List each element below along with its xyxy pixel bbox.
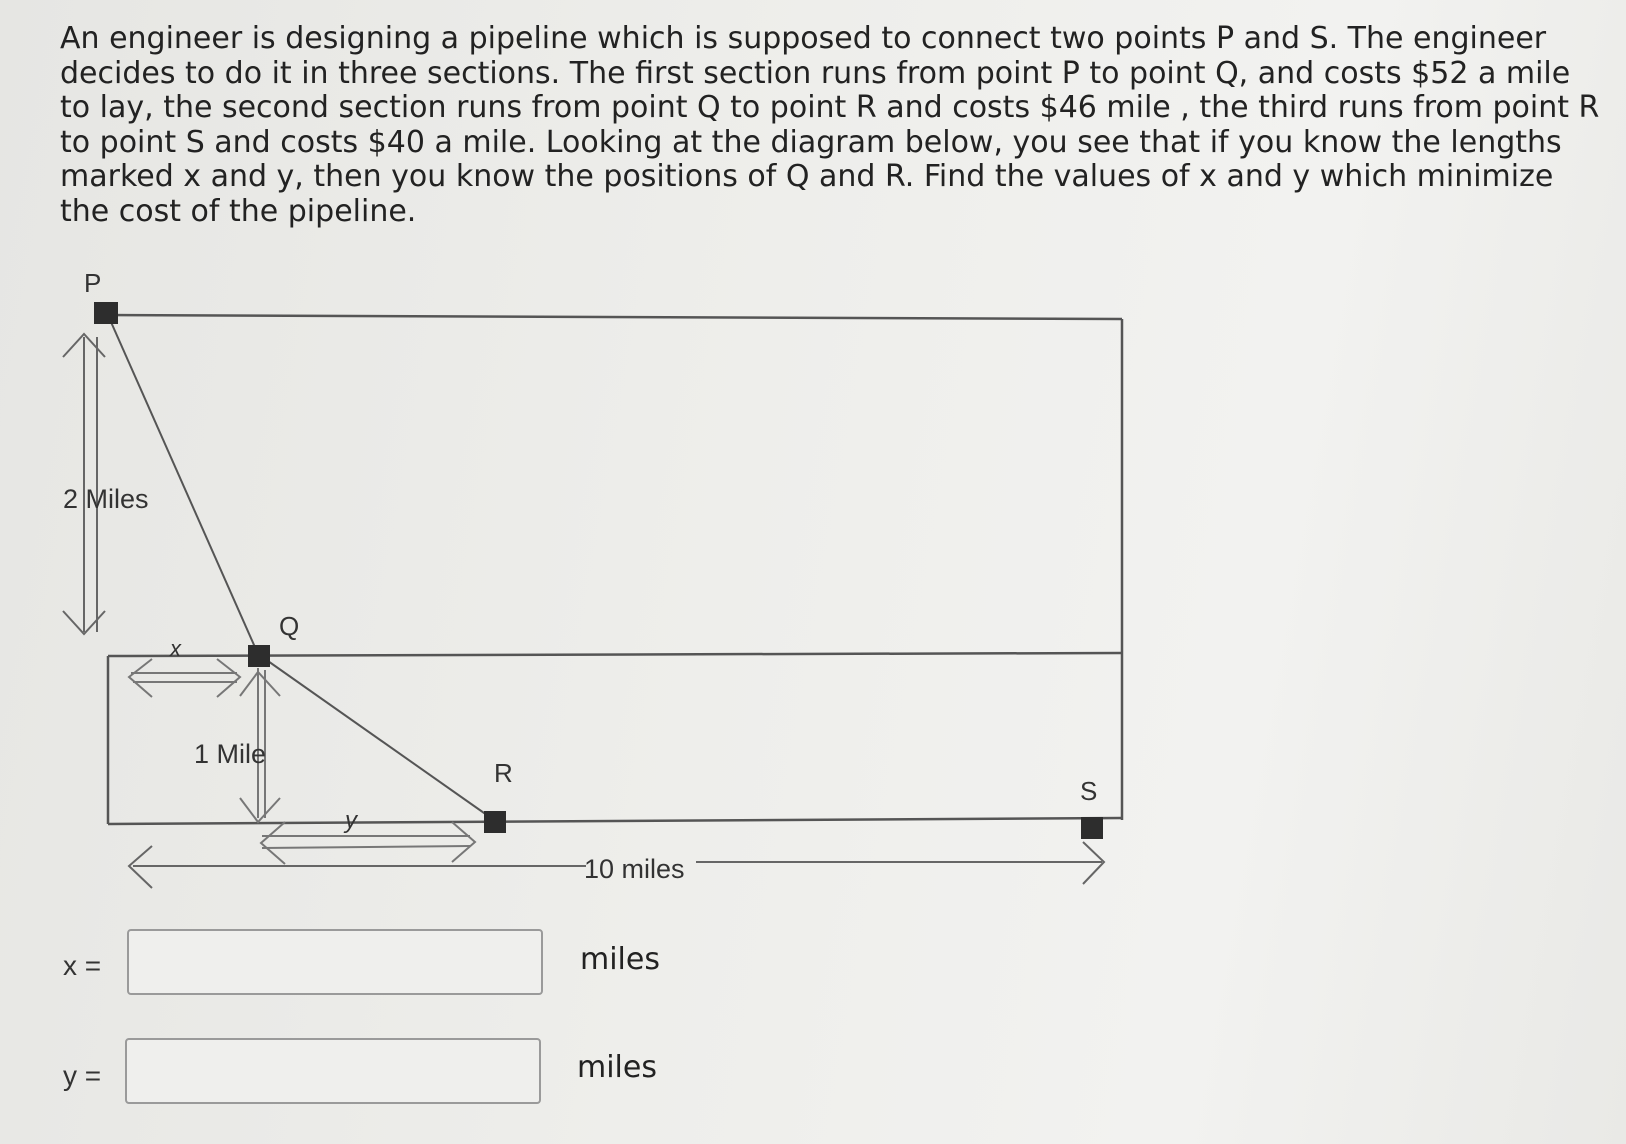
point-q-label: Q (279, 611, 300, 641)
two-miles-label: 2 Miles (63, 484, 149, 514)
point-r-marker (484, 811, 506, 833)
point-p-marker (94, 302, 118, 324)
y-answer-label: y = (63, 1060, 102, 1091)
x-answer-input[interactable] (127, 929, 543, 995)
question-text: An engineer is designing a pipeline which is supposed to connect two points P and S. The engineer decides to do it in three sections. The first section runs from point P to point Q, and costs $52 a mile to lay, the second section runs from point Q to point R and costs $46 mile , the third runs from point R to point S and costs $40 a mile. Looking at the diagram below, you see that if you know the lengths marked x and y, then you know the positions of Q and R. Find the values of x and y which minimize the cost of the pipeline. (60, 21, 1600, 229)
y-label: y (345, 807, 357, 834)
point-s-label: S (1080, 776, 1098, 806)
rect-top-edge (104, 315, 1122, 319)
y-unit-label: miles (577, 1050, 657, 1085)
ten-miles-label: 10 miles (584, 854, 685, 884)
y-answer-input[interactable] (125, 1038, 541, 1104)
pipeline-segment-qr (258, 654, 494, 820)
y-dimension-arrow (261, 822, 475, 864)
point-q-marker (248, 645, 270, 667)
x-answer-label: x = (63, 950, 102, 981)
point-r-label: R (494, 758, 513, 788)
x-unit-label: miles (580, 942, 660, 977)
point-p-label: P (84, 268, 102, 298)
x-label: x (170, 636, 181, 661)
x-dimension-arrow (129, 659, 240, 697)
point-s-marker (1081, 817, 1103, 839)
one-mile-label: 1 Mile (194, 739, 267, 769)
